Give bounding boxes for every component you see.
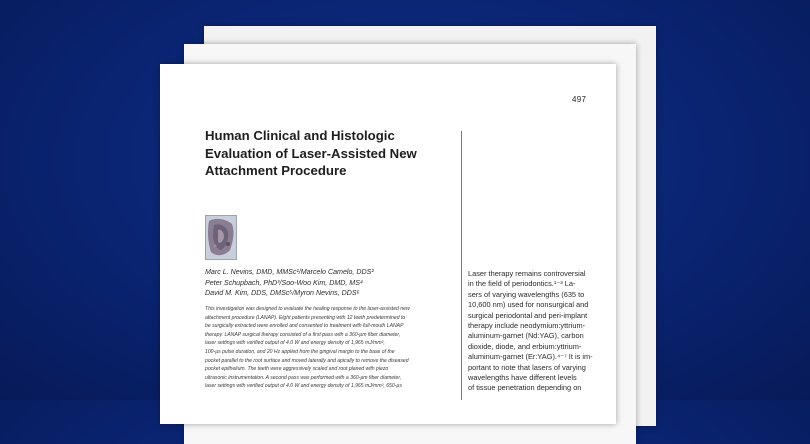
abstract-text: This investigation was designed to evaluate the healing response to the laser-assisted new attachment procedure (LANAP). Eight patients presenting with 12 teeth predetermined to be surgically extracted were enrolled and consented to treatment with full-mouth LANAP therapy. LANAP surgical therapy consisted of a first pass with a 360-µm fiber diameter, laser settings with verified output of 4.0 W and energy density of 1,965 mJ/mm², 100-µs pulse duration, and 20 Hz applied from the gingival margin to the base of the pocket parallel to the root surface and moved laterally and apically to remove the diseased pocket epithelium. The teeth were aggressively scaled and root planed with piezo ultrasonic instrumentation. A second pass was performed with a 360-µm fiber diameter, laser settings with verified output of 4.0 W and energy density of 1,965 mJ/mm², 650-µs: [205, 306, 410, 390]
page-number: 497: [572, 95, 587, 104]
body-column-text: Laser therapy remains controversial in the field of periodontics.¹⁻³ La- sers of varying wavelengths (635 to 10,600 nm) used for nonsurgical and surgical periodontal and peri-implant therapy include neodymium:yttrium- aluminum-garnet (Nd:YAG), carbon dioxide, diode, and erbium:yttrium- aluminum-garnet (Er:YAG).⁴⁻⁷ It is im- portant to note that lasers of varying wavelengths have different levels of tissue penetration depending on: [468, 269, 593, 393]
histology-sample-picture: [206, 216, 236, 259]
histology-image: [205, 215, 237, 260]
article-title: Human Clinical and Histologic Evaluation of Laser-Assisted New Attachment Procedure: [205, 128, 417, 178]
column-divider: [461, 131, 462, 400]
author-list: Marc L. Nevins, DMD, MMSc¹/Marcelo Camelo, DDS² Peter Schupbach, PhD³/Soo-Woo Kim, DMD, MS⁴ David M. Kim, DDS, DMSc⁵/Myron Nevins, DDS⁶: [205, 268, 374, 297]
